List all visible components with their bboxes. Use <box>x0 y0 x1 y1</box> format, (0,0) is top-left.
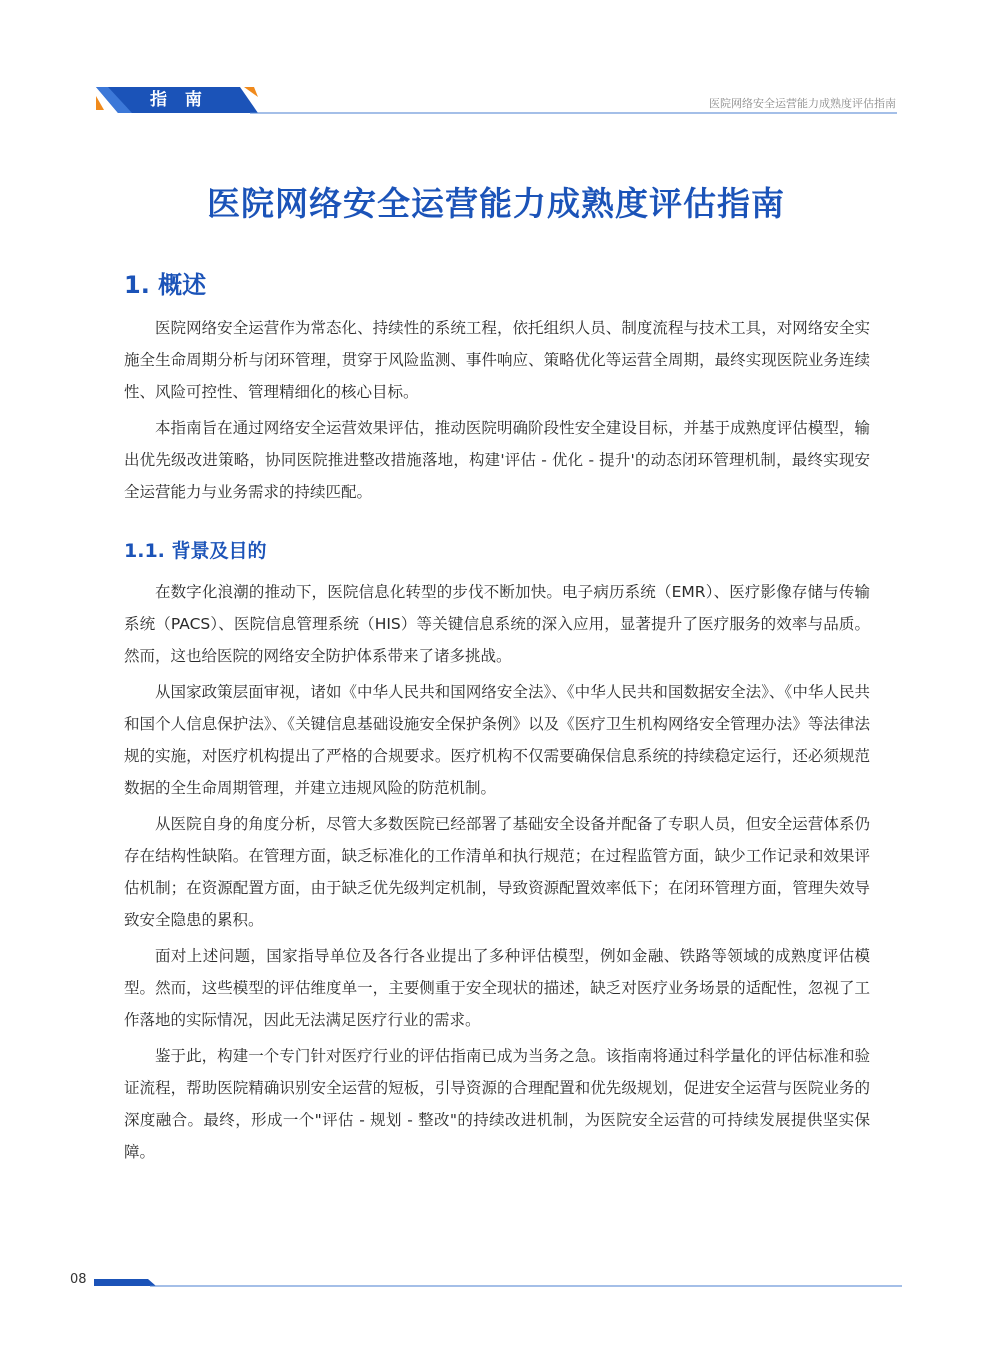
header-label: 指 南 <box>150 90 208 110</box>
paragraph: 从国家政策层面审视，诸如《中华人民共和国网络安全法》、《中华人民共和国数据安全法》、《中华人民共和国个人信息保护法》、《关键信息基础设施安全保护条例》以及《医疗卫生机构网络安全管理办法》等法律法规的实施，对医疗机构提出了严格的合规要求。医疗机构不仅需要确保信息系统的持续稳定运行，还必须规范数据的全生命周期管理，并建立违规风险的防范机制。 <box>124 683 870 797</box>
section-heading-overview: 1. 概述 <box>124 271 207 299</box>
subsection-heading-background: 1.1. 背景及目的 <box>124 540 267 562</box>
subsection-background-body <box>124 576 870 1172</box>
page-header <box>0 0 992 130</box>
paragraph: 医院网络安全运营作为常态化、持续性的系统工程，依托组织人员、制度流程与技术工具，对网络安全实施全生命周期分析与闭环管理，贯穿于风险监测、事件响应、策略优化等运营全周期，最终实现医院业务连续性、风险可控性、管理精细化的核心目标。 <box>124 319 870 401</box>
document-title: 医院网络安全运营能力成熟度评估指南 <box>207 184 785 223</box>
page-number: 08 <box>70 1272 87 1287</box>
paragraph: 面对上述问题，国家指导单位及各行各业提出了多种评估模型，例如金融、铁路等领域的成熟度评估模型。然而，这些模型的评估维度单一，主要侧重于安全现状的描述，缺乏对医疗业务场景的适配性，忽视了工作落地的实际情况，因此无法满足医疗行业的需求。 <box>124 947 870 1029</box>
footer-rule-graphic <box>0 1270 992 1290</box>
paragraph: 从医院自身的角度分析，尽管大多数医院已经部署了基础安全设备并配备了专职人员，但安全运营体系仍存在结构性缺陷。在管理方面，缺乏标准化的工作清单和执行规范；在过程监管方面，缺少工作记录和效果评估机制；在资源配置方面，由于缺乏优先级判定机制，导致资源配置效率低下；在闭环管理方面，管理失效导致安全隐患的累积。 <box>124 815 870 929</box>
section-overview-body <box>124 312 870 512</box>
paragraph: 在数字化浪潮的推动下，医院信息化转型的步伐不断加快。电子病历系统（EMR）、医疗影像存储与传输系统（PACS）、医院信息管理系统（HIS）等关键信息系统的深入应用，显著提升了医疗服务的效率与品质。然而，这也给医院的网络安全防护体系带来了诸多挑战。 <box>124 583 870 665</box>
paragraph: 本指南旨在通过网络安全运营效果评估，推动医院明确阶段性安全建设目标，并基于成熟度评估模型，输出优先级改进策略，协同医院推进整改措施落地，构建'评估 - 优化 - 提升'的动态闭环管理机制，最终实现安全运营能力与业务需求的持续匹配。 <box>124 419 870 501</box>
running-title: 医院网络安全运营能力成熟度评估指南 <box>709 97 896 110</box>
paragraph: 鉴于此，构建一个专门针对医疗行业的评估指南已成为当务之急。该指南将通过科学量化的评估标准和验证流程，帮助医院精确识别安全运营的短板，引导资源的合理配置和优先级规划，促进安全运营与医院业务的深度融合。最终，形成一个"评估 - 规划 - 整改"的持续改进机制，为医院安全运营的可持续发展提供坚实保障。 <box>124 1047 870 1161</box>
